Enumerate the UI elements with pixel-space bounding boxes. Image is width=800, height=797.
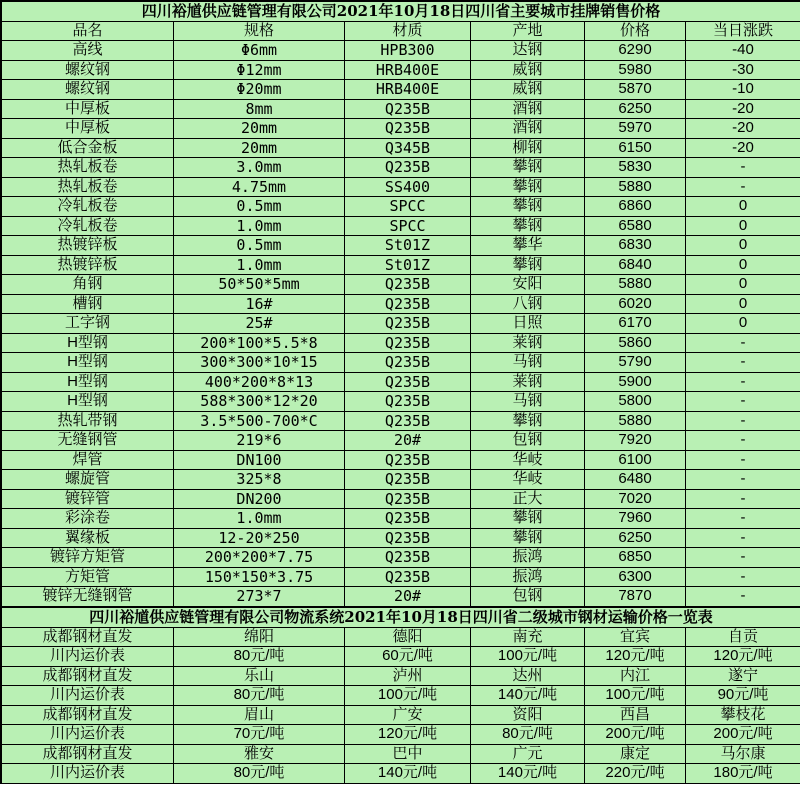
freight-price: 100元/吨 — [585, 686, 686, 706]
cell-change: -20 — [686, 138, 800, 158]
header-origin: 产地 — [471, 22, 585, 41]
freight-price-row — [2, 725, 800, 745]
cell-product: 螺纹钢 — [2, 60, 174, 80]
cell-change: -20 — [686, 99, 800, 119]
cell-material: Q235B — [345, 99, 471, 119]
cell-change: - — [686, 470, 800, 490]
freight-price: 80元/吨 — [174, 764, 345, 784]
cell-price: 5830 — [585, 158, 686, 178]
cell-price: 7920 — [585, 431, 686, 451]
cell-change: -10 — [686, 80, 800, 100]
freight-city: 绵阳 — [174, 627, 345, 647]
cell-spec: 1.0mm — [174, 255, 345, 275]
freight-city-row — [2, 744, 800, 764]
cell-material: 20# — [345, 587, 471, 607]
cell-product: 热轧带钢 — [2, 411, 174, 431]
cell-spec: 588*300*12*20 — [174, 392, 345, 412]
table-row — [2, 60, 800, 80]
cell-change: - — [686, 509, 800, 529]
cell-price: 6480 — [585, 470, 686, 490]
freight-label-bottom: 川内运价表 — [2, 686, 174, 706]
cell-product: H型钢 — [2, 372, 174, 392]
cell-origin: 莱钢 — [471, 333, 585, 353]
table-row — [2, 509, 800, 529]
cell-material: Q235B — [345, 411, 471, 431]
cell-price: 7960 — [585, 509, 686, 529]
table-row — [2, 489, 800, 509]
cell-change: - — [686, 587, 800, 607]
header-price: 价格 — [585, 22, 686, 41]
freight-price: 90元/吨 — [686, 686, 800, 706]
cell-spec: Φ20mm — [174, 80, 345, 100]
cell-material: Q235B — [345, 509, 471, 529]
cell-product: 焊管 — [2, 450, 174, 470]
cell-price: 6170 — [585, 314, 686, 334]
table-row — [2, 197, 800, 217]
cell-price: 5800 — [585, 392, 686, 412]
cell-change: - — [686, 548, 800, 568]
cell-product: 工字钢 — [2, 314, 174, 334]
table-row — [2, 275, 800, 295]
cell-change: 0 — [686, 255, 800, 275]
freight-city: 眉山 — [174, 705, 345, 725]
freight-city: 遂宁 — [686, 666, 800, 686]
cell-price: 6250 — [585, 99, 686, 119]
cell-price: 5870 — [585, 80, 686, 100]
cell-origin: 八钢 — [471, 294, 585, 314]
cell-origin: 酒钢 — [471, 119, 585, 139]
table-row — [2, 158, 800, 178]
cell-spec: 219*6 — [174, 431, 345, 451]
cell-material: Q235B — [345, 158, 471, 178]
cell-material: HRB400E — [345, 60, 471, 80]
cell-spec: 200*200*7.75 — [174, 548, 345, 568]
freight-label-bottom: 川内运价表 — [2, 647, 174, 667]
cell-material: Q235B — [345, 119, 471, 139]
cell-material: Q235B — [345, 567, 471, 587]
table-row — [2, 99, 800, 119]
cell-spec: 0.5mm — [174, 236, 345, 256]
cell-material: Q345B — [345, 138, 471, 158]
cell-price: 6020 — [585, 294, 686, 314]
cell-product: 中厚板 — [2, 99, 174, 119]
cell-material: Q235B — [345, 548, 471, 568]
price-table — [1, 1, 800, 607]
table-row — [2, 372, 800, 392]
cell-change: - — [686, 528, 800, 548]
cell-origin: 马钢 — [471, 392, 585, 412]
cell-product: 槽钢 — [2, 294, 174, 314]
cell-product: 热镀锌板 — [2, 236, 174, 256]
table-row — [2, 567, 800, 587]
cell-origin: 攀钢 — [471, 216, 585, 236]
freight-price: 60元/吨 — [345, 647, 471, 667]
cell-change: - — [686, 450, 800, 470]
cell-change: - — [686, 392, 800, 412]
freight-city: 巴中 — [345, 744, 471, 764]
cell-product: 中厚板 — [2, 119, 174, 139]
cell-material: SPCC — [345, 216, 471, 236]
cell-price: 5880 — [585, 411, 686, 431]
freight-label-bottom: 川内运价表 — [2, 764, 174, 784]
cell-spec: 200*100*5.5*8 — [174, 333, 345, 353]
freight-price: 200元/吨 — [585, 725, 686, 745]
cell-change: - — [686, 158, 800, 178]
cell-material: HPB300 — [345, 41, 471, 61]
cell-change: - — [686, 333, 800, 353]
freight-city: 康定 — [585, 744, 686, 764]
cell-spec: Φ6mm — [174, 41, 345, 61]
cell-product: H型钢 — [2, 392, 174, 412]
freight-city: 德阳 — [345, 627, 471, 647]
cell-price: 6840 — [585, 255, 686, 275]
cell-origin: 攀钢 — [471, 177, 585, 197]
cell-material: 20# — [345, 431, 471, 451]
table-row — [2, 216, 800, 236]
cell-product: 高线 — [2, 41, 174, 61]
cell-price: 5880 — [585, 275, 686, 295]
cell-product: 彩涂卷 — [2, 509, 174, 529]
cell-change: 0 — [686, 197, 800, 217]
cell-material: Q235B — [345, 372, 471, 392]
cell-origin: 安阳 — [471, 275, 585, 295]
cell-origin: 攀钢 — [471, 158, 585, 178]
cell-spec: DN100 — [174, 450, 345, 470]
table-row — [2, 587, 800, 607]
cell-price: 6150 — [585, 138, 686, 158]
cell-origin: 包钢 — [471, 431, 585, 451]
table-row — [2, 138, 800, 158]
cell-origin: 攀钢 — [471, 255, 585, 275]
cell-spec: 8mm — [174, 99, 345, 119]
cell-product: 方矩管 — [2, 567, 174, 587]
cell-change: - — [686, 431, 800, 451]
cell-origin: 华岐 — [471, 470, 585, 490]
cell-product: 热镀锌板 — [2, 255, 174, 275]
cell-spec: 150*150*3.75 — [174, 567, 345, 587]
cell-product: 热轧板卷 — [2, 158, 174, 178]
cell-price: 6830 — [585, 236, 686, 256]
cell-material: Q235B — [345, 353, 471, 373]
freight-city: 西昌 — [585, 705, 686, 725]
freight-city: 广元 — [471, 744, 585, 764]
cell-price: 5860 — [585, 333, 686, 353]
freight-city: 资阳 — [471, 705, 585, 725]
freight-price: 140元/吨 — [471, 686, 585, 706]
cell-origin: 柳钢 — [471, 138, 585, 158]
freight-price: 120元/吨 — [345, 725, 471, 745]
freight-price: 220元/吨 — [585, 764, 686, 784]
cell-change: - — [686, 567, 800, 587]
freight-price: 180元/吨 — [686, 764, 800, 784]
cell-spec: 50*50*5mm — [174, 275, 345, 295]
cell-spec: 273*7 — [174, 587, 345, 607]
cell-change: 0 — [686, 314, 800, 334]
cell-material: Q235B — [345, 314, 471, 334]
cell-change: - — [686, 372, 800, 392]
header-change: 当日涨跌 — [686, 22, 800, 41]
freight-table-title-row — [2, 607, 800, 627]
freight-label-top: 成都钢材直发 — [2, 666, 174, 686]
freight-label-top: 成都钢材直发 — [2, 744, 174, 764]
table-row — [2, 548, 800, 568]
cell-change: -20 — [686, 119, 800, 139]
freight-price-row — [2, 647, 800, 667]
freight-price: 100元/吨 — [471, 647, 585, 667]
cell-spec: 0.5mm — [174, 197, 345, 217]
freight-price-row — [2, 686, 800, 706]
freight-price: 140元/吨 — [345, 764, 471, 784]
cell-origin: 威钢 — [471, 60, 585, 80]
cell-origin: 攀钢 — [471, 197, 585, 217]
freight-price: 70元/吨 — [174, 725, 345, 745]
table-row — [2, 411, 800, 431]
cell-material: Q235B — [345, 489, 471, 509]
freight-price: 80元/吨 — [174, 686, 345, 706]
cell-price: 6860 — [585, 197, 686, 217]
cell-origin: 华岐 — [471, 450, 585, 470]
table-row — [2, 450, 800, 470]
cell-change: - — [686, 411, 800, 431]
cell-material: SPCC — [345, 197, 471, 217]
table-row — [2, 470, 800, 490]
header-spec: 规格 — [174, 22, 345, 41]
cell-change: 0 — [686, 236, 800, 256]
cell-change: 0 — [686, 294, 800, 314]
cell-product: 冷轧板卷 — [2, 216, 174, 236]
table-row — [2, 41, 800, 61]
cell-origin: 莱钢 — [471, 372, 585, 392]
cell-material: HRB400E — [345, 80, 471, 100]
cell-price: 5790 — [585, 353, 686, 373]
cell-origin: 攀华 — [471, 236, 585, 256]
cell-change: - — [686, 489, 800, 509]
table-row — [2, 528, 800, 548]
cell-product: H型钢 — [2, 333, 174, 353]
freight-price: 120元/吨 — [686, 647, 800, 667]
cell-spec: 3.0mm — [174, 158, 345, 178]
freight-city: 广安 — [345, 705, 471, 725]
freight-price: 80元/吨 — [471, 725, 585, 745]
cell-origin: 包钢 — [471, 587, 585, 607]
cell-spec: 400*200*8*13 — [174, 372, 345, 392]
freight-price: 100元/吨 — [345, 686, 471, 706]
cell-origin: 振鸿 — [471, 548, 585, 568]
cell-origin: 日照 — [471, 314, 585, 334]
cell-origin: 振鸿 — [471, 567, 585, 587]
cell-material: Q235B — [345, 333, 471, 353]
cell-spec: 4.75mm — [174, 177, 345, 197]
freight-city-row — [2, 705, 800, 725]
cell-spec: 12-20*250 — [174, 528, 345, 548]
cell-material: Q235B — [345, 450, 471, 470]
cell-material: St01Z — [345, 236, 471, 256]
cell-product: 镀锌无缝钢管 — [2, 587, 174, 607]
cell-spec: 1.0mm — [174, 509, 345, 529]
cell-product: 镀锌方矩管 — [2, 548, 174, 568]
cell-material: Q235B — [345, 392, 471, 412]
cell-material: St01Z — [345, 255, 471, 275]
cell-product: 螺旋管 — [2, 470, 174, 490]
table-row — [2, 255, 800, 275]
cell-origin: 酒钢 — [471, 99, 585, 119]
cell-spec: 1.0mm — [174, 216, 345, 236]
cell-origin: 攀钢 — [471, 528, 585, 548]
cell-material: Q235B — [345, 275, 471, 295]
freight-city: 达州 — [471, 666, 585, 686]
freight-city: 雅安 — [174, 744, 345, 764]
table-row — [2, 177, 800, 197]
cell-product: 冷轧板卷 — [2, 197, 174, 217]
cell-origin: 威钢 — [471, 80, 585, 100]
freight-label-top: 成都钢材直发 — [2, 627, 174, 647]
cell-origin: 攀钢 — [471, 411, 585, 431]
freight-city-row — [2, 627, 800, 647]
cell-price: 5980 — [585, 60, 686, 80]
cell-change: 0 — [686, 216, 800, 236]
freight-city-row — [2, 666, 800, 686]
freight-label-bottom: 川内运价表 — [2, 725, 174, 745]
cell-price: 6580 — [585, 216, 686, 236]
cell-price: 6100 — [585, 450, 686, 470]
cell-price: 5880 — [585, 177, 686, 197]
table-row — [2, 236, 800, 256]
cell-origin: 正大 — [471, 489, 585, 509]
freight-price: 120元/吨 — [585, 647, 686, 667]
header-product: 品名 — [2, 22, 174, 41]
price-table-header-row — [2, 22, 800, 41]
cell-change: - — [686, 353, 800, 373]
cell-product: 低合金板 — [2, 138, 174, 158]
freight-city: 攀枝花 — [686, 705, 800, 725]
cell-product: 热轧板卷 — [2, 177, 174, 197]
freight-city: 乐山 — [174, 666, 345, 686]
cell-spec: 20mm — [174, 138, 345, 158]
freight-price: 80元/吨 — [174, 647, 345, 667]
cell-spec: DN200 — [174, 489, 345, 509]
cell-price: 6290 — [585, 41, 686, 61]
cell-material: SS400 — [345, 177, 471, 197]
cell-spec: 3.5*500-700*C — [174, 411, 345, 431]
table-row — [2, 392, 800, 412]
cell-spec: 20mm — [174, 119, 345, 139]
cell-spec: Φ12mm — [174, 60, 345, 80]
cell-price: 5900 — [585, 372, 686, 392]
freight-price-row — [2, 764, 800, 784]
price-table-title-row — [2, 2, 800, 22]
freight-city: 宜宾 — [585, 627, 686, 647]
freight-city: 泸州 — [345, 666, 471, 686]
cell-price: 6850 — [585, 548, 686, 568]
table-row — [2, 80, 800, 100]
cell-change: -40 — [686, 41, 800, 61]
cell-spec: 16# — [174, 294, 345, 314]
cell-price: 6250 — [585, 528, 686, 548]
cell-change: 0 — [686, 275, 800, 295]
price-table-title: 四川裕馗供应链管理有限公司2021年10月18日四川省主要城市挂牌销售价格 — [2, 2, 800, 22]
cell-product: 无缝钢管 — [2, 431, 174, 451]
cell-product: H型钢 — [2, 353, 174, 373]
freight-city: 马尔康 — [686, 744, 800, 764]
cell-spec: 325*8 — [174, 470, 345, 490]
table-row — [2, 353, 800, 373]
freight-city: 南充 — [471, 627, 585, 647]
table-row — [2, 119, 800, 139]
cell-spec: 25# — [174, 314, 345, 334]
cell-change: - — [686, 177, 800, 197]
cell-product: 角钢 — [2, 275, 174, 295]
cell-product: 螺纹钢 — [2, 80, 174, 100]
cell-price: 7020 — [585, 489, 686, 509]
freight-table-title: 四川裕馗供应链管理有限公司物流系统2021年10月18日四川省二级城市钢材运输价格一览表 — [2, 607, 800, 627]
cell-origin: 攀钢 — [471, 509, 585, 529]
cell-material: Q235B — [345, 470, 471, 490]
freight-table — [1, 607, 800, 784]
cell-origin: 达钢 — [471, 41, 585, 61]
table-row — [2, 294, 800, 314]
cell-price: 6300 — [585, 567, 686, 587]
cell-price: 5970 — [585, 119, 686, 139]
cell-product: 翼缘板 — [2, 528, 174, 548]
cell-change: -30 — [686, 60, 800, 80]
cell-material: Q235B — [345, 528, 471, 548]
freight-price: 140元/吨 — [471, 764, 585, 784]
cell-spec: 300*300*10*15 — [174, 353, 345, 373]
table-row — [2, 314, 800, 334]
table-row — [2, 431, 800, 451]
cell-price: 7870 — [585, 587, 686, 607]
freight-label-top: 成都钢材直发 — [2, 705, 174, 725]
freight-price: 200元/吨 — [686, 725, 800, 745]
freight-city: 内江 — [585, 666, 686, 686]
header-material: 材质 — [345, 22, 471, 41]
cell-origin: 马钢 — [471, 353, 585, 373]
cell-material: Q235B — [345, 294, 471, 314]
freight-city: 自贡 — [686, 627, 800, 647]
table-row — [2, 333, 800, 353]
cell-product: 镀锌管 — [2, 489, 174, 509]
